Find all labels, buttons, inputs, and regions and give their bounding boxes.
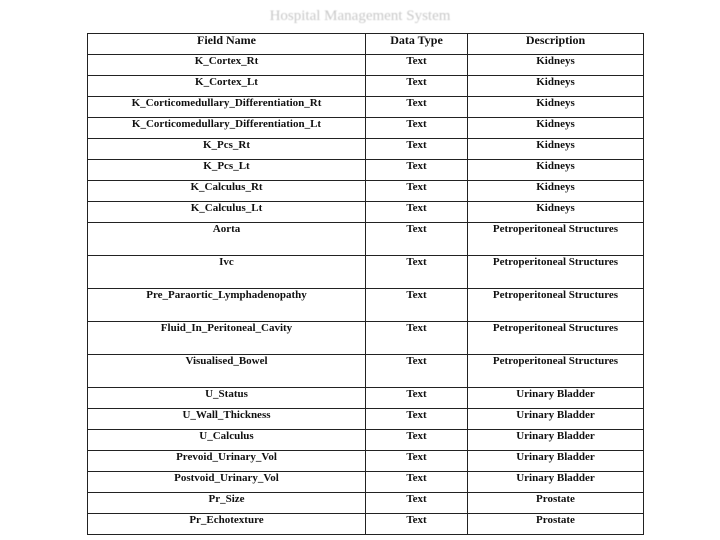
- field-name-cell: Aorta: [88, 223, 366, 256]
- data-type-cell: Text: [366, 139, 468, 160]
- data-type-cell: Text: [366, 514, 468, 535]
- field-table: [87, 33, 644, 535]
- data-type-cell: Text: [366, 97, 468, 118]
- field-name-cell: Pre_Paraortic_Lymphadenopathy: [88, 289, 366, 322]
- data-type-cell: Text: [366, 181, 468, 202]
- document-header: Hospital Management System: [269, 8, 451, 24]
- table-row: [88, 355, 644, 388]
- description-cell: Kidneys: [468, 118, 644, 139]
- description-cell: Urinary Bladder: [468, 409, 644, 430]
- field-name-cell: U_Calculus: [88, 430, 366, 451]
- field-name-cell: Pr_Size: [88, 493, 366, 514]
- table-row: [88, 322, 644, 355]
- field-name-cell: K_Calculus_Rt: [88, 181, 366, 202]
- description-cell: Petroperitoneal Structures: [468, 322, 644, 355]
- field-name-cell: K_Calculus_Lt: [88, 202, 366, 223]
- table-row: [88, 451, 644, 472]
- table-row: [88, 118, 644, 139]
- data-type-cell: Text: [366, 355, 468, 388]
- column-header-field-name: Field Name: [88, 34, 366, 55]
- data-type-cell: Text: [366, 160, 468, 181]
- field-name-cell: U_Status: [88, 388, 366, 409]
- data-type-cell: Text: [366, 493, 468, 514]
- field-name-cell: Fluid_In_Peritoneal_Cavity: [88, 322, 366, 355]
- table-row: [88, 202, 644, 223]
- field-name-cell: U_Wall_Thickness: [88, 409, 366, 430]
- field-name-cell: K_Corticomedullary_Differentiation_Lt: [88, 118, 366, 139]
- data-type-cell: Text: [366, 55, 468, 76]
- description-cell: Kidneys: [468, 76, 644, 97]
- table-row: [88, 97, 644, 118]
- table-row: [88, 223, 644, 256]
- table-row: [88, 76, 644, 97]
- field-name-cell: K_Pcs_Rt: [88, 139, 366, 160]
- description-cell: Prostate: [468, 493, 644, 514]
- table-row: [88, 160, 644, 181]
- table-row: [88, 139, 644, 160]
- data-type-cell: Text: [366, 256, 468, 289]
- table-row: [88, 514, 644, 535]
- column-header-description: Description: [468, 34, 644, 55]
- description-cell: Petroperitoneal Structures: [468, 256, 644, 289]
- table-row: [88, 409, 644, 430]
- field-name-cell: Postvoid_Urinary_Vol: [88, 472, 366, 493]
- data-type-cell: Text: [366, 223, 468, 256]
- field-name-cell: K_Cortex_Lt: [88, 76, 366, 97]
- description-cell: Petroperitoneal Structures: [468, 223, 644, 256]
- field-name-cell: K_Pcs_Lt: [88, 160, 366, 181]
- table-row: [88, 430, 644, 451]
- table-row: [88, 256, 644, 289]
- table-row: [88, 181, 644, 202]
- data-type-cell: Text: [366, 430, 468, 451]
- column-header-data-type: Data Type: [366, 34, 468, 55]
- description-cell: Petroperitoneal Structures: [468, 289, 644, 322]
- description-cell: Kidneys: [468, 97, 644, 118]
- field-name-cell: K_Corticomedullary_Differentiation_Rt: [88, 97, 366, 118]
- field-name-cell: Visualised_Bowel: [88, 355, 366, 388]
- data-type-cell: Text: [366, 76, 468, 97]
- data-type-cell: Text: [366, 202, 468, 223]
- data-type-cell: Text: [366, 409, 468, 430]
- table-row: [88, 55, 644, 76]
- table-row: [88, 289, 644, 322]
- description-cell: Kidneys: [468, 160, 644, 181]
- data-type-cell: Text: [366, 322, 468, 355]
- table-row: [88, 388, 644, 409]
- field-name-cell: Prevoid_Urinary_Vol: [88, 451, 366, 472]
- description-cell: Kidneys: [468, 139, 644, 160]
- data-type-cell: Text: [366, 472, 468, 493]
- table-header-row: [88, 34, 644, 55]
- field-name-cell: K_Cortex_Rt: [88, 55, 366, 76]
- field-name-cell: Pr_Echotexture: [88, 514, 366, 535]
- description-cell: Urinary Bladder: [468, 430, 644, 451]
- description-cell: Urinary Bladder: [468, 472, 644, 493]
- description-cell: Prostate: [468, 514, 644, 535]
- data-type-cell: Text: [366, 388, 468, 409]
- data-type-cell: Text: [366, 289, 468, 322]
- field-name-cell: Ivc: [88, 256, 366, 289]
- description-cell: Urinary Bladder: [468, 451, 644, 472]
- description-cell: Kidneys: [468, 202, 644, 223]
- description-cell: Petroperitoneal Structures: [468, 355, 644, 388]
- description-cell: Kidneys: [468, 55, 644, 76]
- table-row: [88, 472, 644, 493]
- data-type-cell: Text: [366, 118, 468, 139]
- table-row: [88, 493, 644, 514]
- description-cell: Urinary Bladder: [468, 388, 644, 409]
- data-type-cell: Text: [366, 451, 468, 472]
- description-cell: Kidneys: [468, 181, 644, 202]
